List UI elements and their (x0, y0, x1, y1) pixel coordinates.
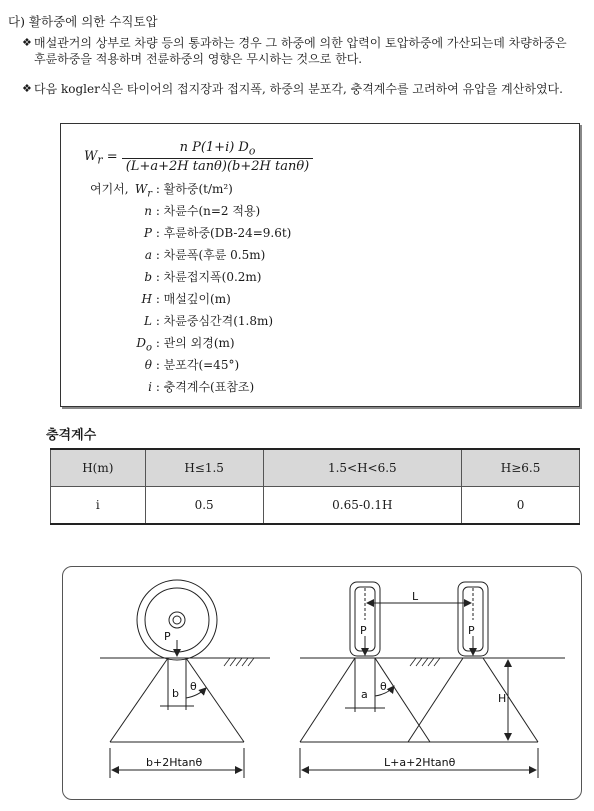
left-theta-label: θ (190, 680, 197, 693)
left-bottom-label: b+2Htanθ (146, 756, 203, 769)
right-L-label: L (412, 590, 419, 603)
table-header: H(m) (51, 449, 146, 487)
right-load-label-2: P (468, 624, 475, 637)
right-theta-label: θ (380, 680, 387, 693)
right-load-label-1: P (360, 624, 367, 637)
table-cell: 0.65-0.1H (263, 487, 462, 525)
formula-denominator: (L+a+2H tanθ)(b+2H tanθ) (122, 158, 314, 174)
table-title: 충격계수 (46, 428, 97, 443)
left-b-label: b (172, 687, 179, 700)
section-heading: 다) 활하중에 의한 수직토압 (8, 14, 158, 29)
left-load-label: P (164, 630, 171, 643)
legend-item: n : 차륜수(n=2 적용) (144, 204, 261, 218)
bullet-2-text: 다음 kogler식은 타이어의 접지장과 접지폭, 하중의 분포각, 충격계수를 고려하여 유압을 계산하였다. (34, 82, 563, 96)
wheel-hub-icon (169, 612, 185, 628)
kogler-formula: $W_r$ = $\frac{n P(1+i) D_o}{\text{(L+a+2H tanθ)(b+2H tanθ)}}$ (84, 140, 313, 174)
legend-item: b : 차륜접지폭(0.2m) (144, 270, 262, 284)
bullet-icon: ❖ (22, 82, 32, 95)
formula-lhs: $W_r$ (84, 149, 103, 167)
bullet-1-text: 매설관거의 상부로 차량 등의 통과하는 경우 그 하중에 의한 압력이 토압하중에 가산되는데 차량하중은 후륜하중을 적용하며 전륜하중의 영향은 무시하는 것으로 한다. (34, 36, 567, 66)
right-bottom-label: L+a+2Htanθ (384, 756, 456, 769)
legend-item: H : 매설깊이(m) (141, 292, 231, 306)
table-cell: i (51, 487, 146, 525)
table-header: H≥6.5 (462, 449, 580, 487)
legend-item: P : 후륜하중(DB-24=9.6t) (143, 226, 292, 240)
legend-item: $D_o$ : 관의 외경(m) (136, 336, 235, 354)
bullet-icon: ❖ (22, 36, 32, 49)
table-cell: 0.5 (145, 487, 263, 525)
legend-item: L : 차륜중심간격(1.8m) (144, 314, 274, 328)
right-H-label: H (498, 692, 507, 705)
ground-hatch-right (410, 658, 440, 666)
legend-item: i : 충격계수(표참조) (148, 380, 255, 394)
table-header: 1.5<H<6.5 (263, 449, 462, 487)
table-cell: 0 (462, 487, 580, 525)
formula-numerator: n P(1+i) $D_o$ (179, 140, 256, 158)
ground-hatch-left (224, 658, 254, 666)
legend-item: $W_r$ : 활하중(t/m²) (134, 182, 233, 200)
where-label: 여기서, (90, 182, 129, 196)
legend-item: θ : 분포각(=45°) (144, 358, 240, 372)
table-header: H≤1.5 (145, 449, 263, 487)
right-a-label: a (361, 688, 368, 701)
legend-item: a : 차륜폭(후륜 0.5m) (144, 248, 266, 262)
